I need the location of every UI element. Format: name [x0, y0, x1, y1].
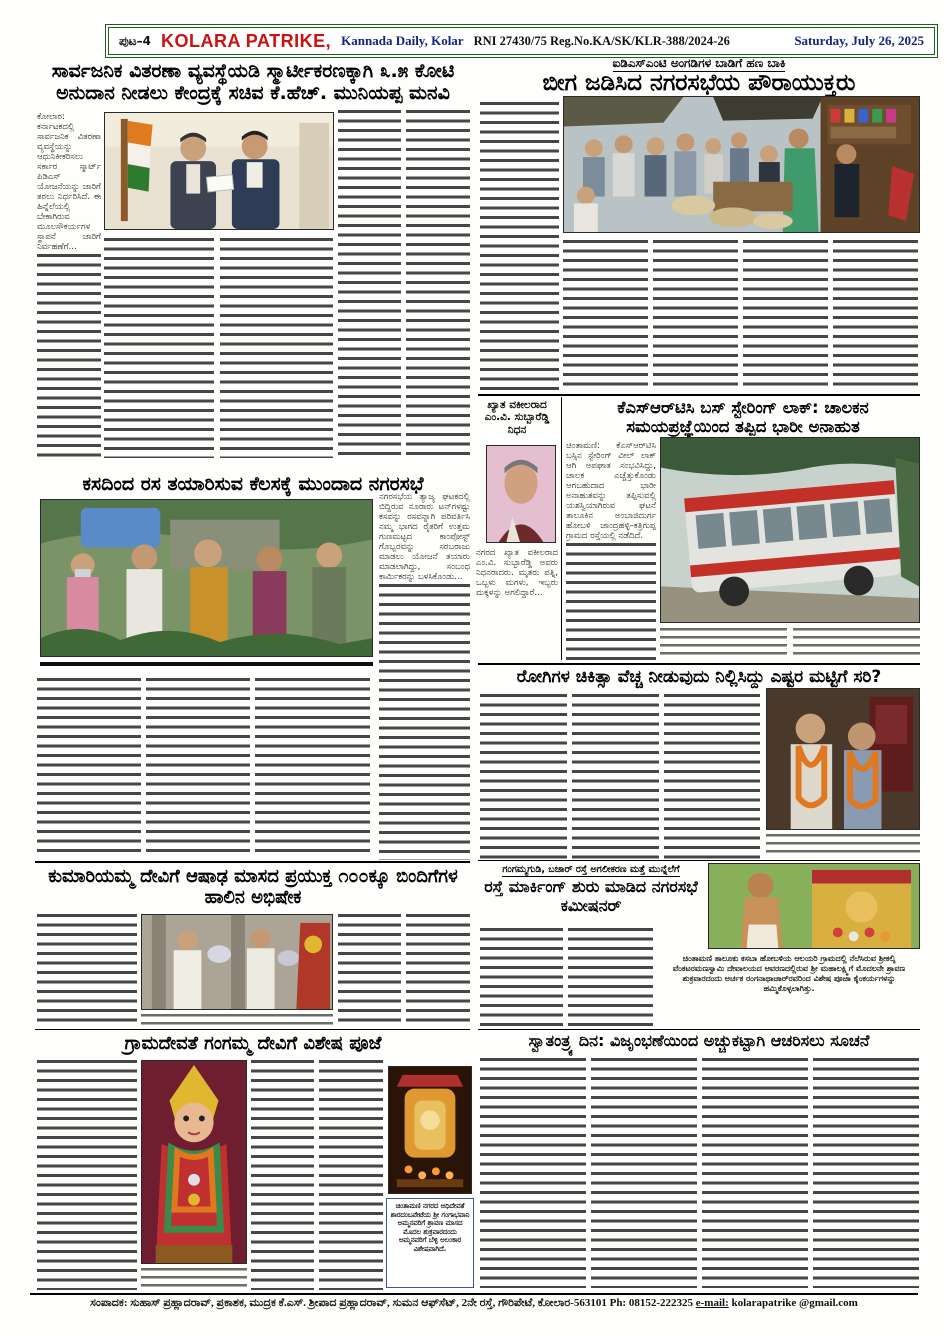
column-divider	[561, 397, 562, 660]
article-snippet: ನಗರಸಭೆಯ ತ್ಯಾಜ್ಯ ಘಟಕದಲ್ಲಿ ಬಿದ್ದಿರುವ ನೂರಾರು ಟನ್‌ಗಳಷ್ಟು ಕಸವನ್ನು ರಸವನ್ನಾಗಿ ಪರಿವರ್ತಿಸಿ ನಮ್ಮ ಭಾಗದ ರೈತರಿಗೆ ಉತ್ತಮ ಗುಣಮಟ್ಟದ ಕಾಂಪೋಸ್ಟ್ ಗೊಬ್ಬರವನ್ನು ಸರಬರಾಜು ಮಾಡಲು ಯೋಜನೆ ತಯಾರು ಮಾಡಲಾಗಿದ್ದು, ಸಂಬಂಧ ಕಾರ್ಮಿಕರನ್ನು ಬಳಸಿಕೊಂಡು...	[379, 492, 470, 582]
body-text-column	[220, 238, 333, 458]
body-text-column	[37, 254, 101, 458]
photo-obituary-portrait	[486, 445, 556, 543]
article-column	[566, 441, 656, 660]
photo-goddess-idol	[141, 1060, 247, 1264]
body-text-column	[406, 110, 470, 460]
kicker-idsmt-rent	[478, 56, 920, 69]
section-divider	[478, 394, 920, 396]
headline-road-marking: ರಸ್ತೆ ಮಾರ್ಕಿಂಗ್ ಶುರು ಮಾಡಿದ ನಗರಸಭೆ ಕಮೀಷನರ್	[484, 877, 698, 915]
body-text-column	[563, 240, 648, 392]
body-text-column	[480, 102, 559, 392]
article-column	[379, 492, 470, 860]
headline-gangamma-pooja: ಗ್ರಾಮದೇವತೆ ಗಂಗಮ್ಮ ದೇವಿಗೆ ವಿಶೇಷ ಪೂಜೆ	[124, 1033, 382, 1054]
body-text-column	[37, 1060, 137, 1290]
body-text-column	[319, 1060, 383, 1290]
section-divider	[35, 861, 470, 863]
body-text-column	[568, 928, 653, 1028]
body-text-column	[480, 1058, 586, 1288]
body-text-column	[653, 240, 738, 392]
masthead	[105, 24, 938, 58]
body-text-column	[379, 584, 470, 860]
kicker-text: ಐಡಿಎಸ್‌ಎಂಟಿ ಅಂಗಡಿಗಳ ಬಾಡಿಗೆ ಹಣ ಬಾಕಿ	[612, 56, 786, 70]
body-text-column	[37, 678, 141, 858]
body-text-column	[480, 928, 563, 1028]
photo-minister-memorandum	[104, 112, 334, 230]
imprint-text: ಸಂಪಾದಕ: ಸುಹಾಸ್ ಪ್ರಹ್ಲಾದರಾವ್, ಪ್ರಕಾಶಕ, ಮುದ್ರಕ ಕೆ.ಎಸ್. ಶ್ರೀಪಾದ ಪ್ರಹ್ಲಾದರಾವ್, ಸುಮನ ಆಫ್‌ಸೆಟ್, 2ನೇ ರಸ್ತೆ, ಗೌರಿಪೇಟೆ, ಕೋಲಾರ-563101	[90, 1297, 607, 1309]
body-text-column	[338, 914, 401, 1026]
body-text-column	[406, 914, 470, 1026]
page-number-label: ಪುಟ–4	[119, 33, 151, 48]
photo-garlanded-men	[766, 688, 920, 830]
photo-milk-pots-ritual	[141, 914, 333, 1010]
registration-number: RNI 27430/75 Reg.No.KA/SK/KLR-388/2024-26	[473, 33, 730, 48]
body-text-column	[591, 1058, 697, 1288]
section-divider	[478, 860, 920, 861]
body-text-column	[104, 238, 214, 458]
body-text-column	[664, 694, 760, 860]
headline-locked-municipality: ಬೀಗ ಜಡಿಸಿದ ನಗರಸಭೆಯ ಪೌರಾಯುಕ್ತರು	[542, 70, 856, 96]
headline-pds-grant: ಸಾರ್ವಜನಿಕ ವಿತರಣಾ ವ್ಯವಸ್ಥೆಯಡಿ ಸ್ಮಾರ್ಟೀಕರಣಕ್ಕಾಗಿ ೩.೫ ಕೋಟಿ ಅನುದಾನ ನೀಡಲು ಕೇಂದ್ರಕ್ಕೆ ಸಚಿವ ಕೆ.ಹೆಚ್. ಮುನಿಯಪ್ಪ ಮನವಿ	[51, 60, 455, 105]
section-divider	[478, 663, 920, 665]
body-text-column	[480, 694, 567, 860]
section-divider	[35, 1029, 470, 1030]
body-text-column	[146, 678, 250, 858]
paper-tagline: Kannada Daily, Kolar	[341, 33, 464, 48]
photo-caption	[141, 1268, 247, 1288]
obituary-text: ನಗರದ ಖ್ಯಾತ ವಕೀಲರಾದ ಎಂ.ವಿ. ಸುಬ್ಬಾರೆಡ್ಡಿ ಅವರು ನಿಧನರಾದರು. ಮೃತರು ಪತ್ನಿ, ಒಬ್ಬಳು ಮಗಳು, ಇಬ್ಬರು ಮಕ್ಕಳನ್ನು ಅಗಲಿದ್ದಾರೆ...	[476, 548, 558, 598]
headline-independence-day: ಸ್ವಾತಂತ್ರ್ಯ ದಿನ: ವಿಜೃಂಭಣೆಯಿಂದ ಅಚ್ಚುಕಟ್ಟಾಗಿ ಆಚರಿಸಲು ಸೂಚನೆ	[528, 1031, 870, 1050]
imprint-email-label: e-mail:	[695, 1297, 729, 1309]
body-text-column	[251, 1060, 314, 1290]
headline-bus-steering-lock: ಕೆಎಸ್‌ಆರ್‌ಟಿಸಿ ಬಸ್ ಸ್ಟೇರಿಂಗ್ ಲಾಕ್: ಚಾಲಕನ ಸಮಯಪ್ರಜ್ಞೆಯಿಂದ ತಪ್ಪಿದ ಭಾರೀ ಅನಾಹುತ	[617, 398, 869, 437]
photo-caption	[793, 628, 920, 660]
body-text-column	[833, 240, 918, 392]
kicker-text: ಗಂಗಮ್ಮಗುಡಿ, ಬಜಾರ್ ರಸ್ತೆ ಅಗಲೀಕರಣ ಮತ್ತೆ ಮುನ್ನೆಲೆಗೆ	[502, 864, 680, 875]
imprint-line	[30, 1297, 918, 1313]
photo-caption	[141, 1014, 333, 1026]
imprint-email: kolarapatrike @gmail.com	[731, 1297, 858, 1309]
article-lead: ಚಿಂತಾಮಣಿ: ಕೆಎಸ್‌ಆರ್‌ಟಿಸಿ ಬಸ್ಸಿನ ಸ್ಟೇರಿಂಗ್ ವೀಲ್ ಲಾಕ್ ಆಗಿ ಅಪಘಾತ ಸಂಭವಿಸಿದ್ದು, ಚಾಲಕ ಎಚ್ಚೆತ್ತುಕೊಂಡು ಆಗಬಹುದಾದ ಭಾರೀ ಅನಾಹುತವನ್ನು ತಪ್ಪಿಸುವಲ್ಲಿ ಯಶಸ್ವಿಯಾಗಿರುವ ಘಟನೆ ತಾಲೂಕಿನ ಅಂಬಾಜಿದುರ್ಗ ಹೋಬಳಿ ಜಾಂದ್ರಹಳ್ಳಿ–ಕತ್ರಿಗುಪ್ಪ ಗ್ರಾಮದ ರಸ್ತೆಯಲ್ಲಿ ನಡೆದಿದೆ.	[566, 441, 656, 541]
body-text-column	[813, 1058, 919, 1288]
paper-name: KOLARA PATRIKE,	[160, 30, 332, 51]
photo-market-inspection	[563, 96, 920, 233]
issue-date: Saturday, July 26, 2025	[794, 33, 924, 48]
footer-divider	[30, 1293, 918, 1295]
photo-illuminated-shrine	[388, 1066, 472, 1194]
photo-caption	[766, 834, 920, 858]
section-divider	[478, 1029, 920, 1030]
body-text-column	[572, 694, 659, 860]
photo-bus-accident	[660, 437, 920, 623]
photo-compost-site	[40, 499, 373, 657]
body-text-column	[743, 240, 828, 392]
imprint-phone: Ph: 08152-222325	[609, 1297, 694, 1309]
photo-caption-kalki-temple: ಚಿಂತಾಮಣಿ ತಾಲೂಕು ಕಸಬಾ ಹೋಬಳಿಯ ಆಲಯರಿ ಗ್ರಾಮದಲ್ಲಿ ನೆಲೆಸಿರುವ ಶ್ರೀಕಲ್ಕಿ ವೆಂಕಟರಮಣಸ್ವಾಮಿ ದೇವಾಲಯದ ಆವರಣದಲ್ಲಿರುವ ಶ್ರೀ ಮಹಾಲಕ್ಷ್ಮಿಗೆ ಮೊದಲನೇ ಶ್ರಾವಣ ಶುಕ್ರವಾರದಂದು ಅರ್ಚಕ ರಂಗನಾಥಾಚಾರ್‌ರವರಿಂದ ವಿಶೇಷ ಪೂಜಾ ಕೈಂಕರ್ಯಗಳನ್ನು ಹಮ್ಮಿಕೊಳ್ಳಲಾಗಿತ್ತು.	[672, 954, 906, 993]
body-text-column	[338, 110, 401, 460]
body-text-column	[37, 914, 137, 1026]
headline-compost: ಕಸದಿಂದ ರಸ ತಯಾರಿಸುವ ಕೆಲಸಕ್ಕೆ ಮುಂದಾದ ನಗರಸಭೆ	[82, 473, 424, 495]
body-text-column	[255, 678, 370, 858]
photo-priest-deity-pooja	[708, 863, 920, 949]
article-column	[37, 112, 101, 458]
headline-obituary: ಖ್ಯಾತ ವಕೀಲರಾದ ಎಂ.ವಿ. ಸುಬ್ಬಾರೆಡ್ಡಿ ನಿಧನ	[484, 399, 550, 436]
body-text-column	[702, 1058, 808, 1288]
headline-milk-abhisheka: ಕುಮಾರಿಯಮ್ಮ ದೇವಿಗೆ ಆಷಾಢ ಮಾಸದ ಪ್ರಯುಕ್ತ ೧೦೦ಕ್ಕೂ ಬಿಂದಿಗೆಗಳ ಹಾಲಿನ ಅಭಿಷೇಕ	[48, 866, 458, 909]
photo-caption	[660, 628, 787, 660]
article-lead: ಕೋಲಾರ: ಕರ್ನಾಟಕದಲ್ಲಿ ಸಾರ್ವಜನಿಕ ವಿತರಣಾ ವ್ಯವಸ್ಥೆಯನ್ನು ಆಧುನಿಕೀಕರಿಸಲು ಸರ್ಕಾರ ಸ್ಮಾರ್ಟ್ ಪಿಡಿಎಸ್ ಯೋಜನೆಯನ್ನು ಜಾರಿಗೆ ತರಲು ನಿರ್ಧರಿಸಿದೆ. ಈ ಹಿನ್ನೆಲೆಯಲ್ಲಿ ಬೇಕಾಗಿರುವ ಮೂಲಸೌಕರ್ಯಗಳ ಸ್ಥಾಪನೆ ಜಾರಿಗೆ ನಿರ್ವಹಣೆಗೆ...	[37, 112, 101, 252]
headline-treatment-cost: ರೋಗಿಗಳ ಚಿಕಿತ್ಸಾ ವೆಚ್ಚ ನೀಡುವುದು ನಿಲ್ಲಿಸಿದ್ದು ಎಷ್ಟರ ಮಟ್ಟಿಗೆ ಸರಿ?	[516, 667, 882, 687]
bold-caption-line	[40, 662, 373, 671]
kicker-road-widening	[478, 864, 704, 876]
caption-box-gangabhavani: ಚಿಂತಾಮಣಿ ನಗರದ ಅಧಿದೇವತೆ ಶಾರದಂಬಪೇಟೆಯ ಶ್ರೀ ಗಂಗಾಭವಾನಿ ಅಮ್ಮನವರಿಗೆ ಶ್ರಾವಣ ಮಾಸದ ಮೊದಲ ಶುಕ್ರವಾರದಂದು ಅಮ್ಮನವರಿಗೆ ಬೆಳ್ಳಿ ಅಲಂಕಾರ ವಿಶೇಷವಾಗಿದೆ.	[386, 1198, 474, 1288]
body-text-column	[566, 543, 656, 660]
